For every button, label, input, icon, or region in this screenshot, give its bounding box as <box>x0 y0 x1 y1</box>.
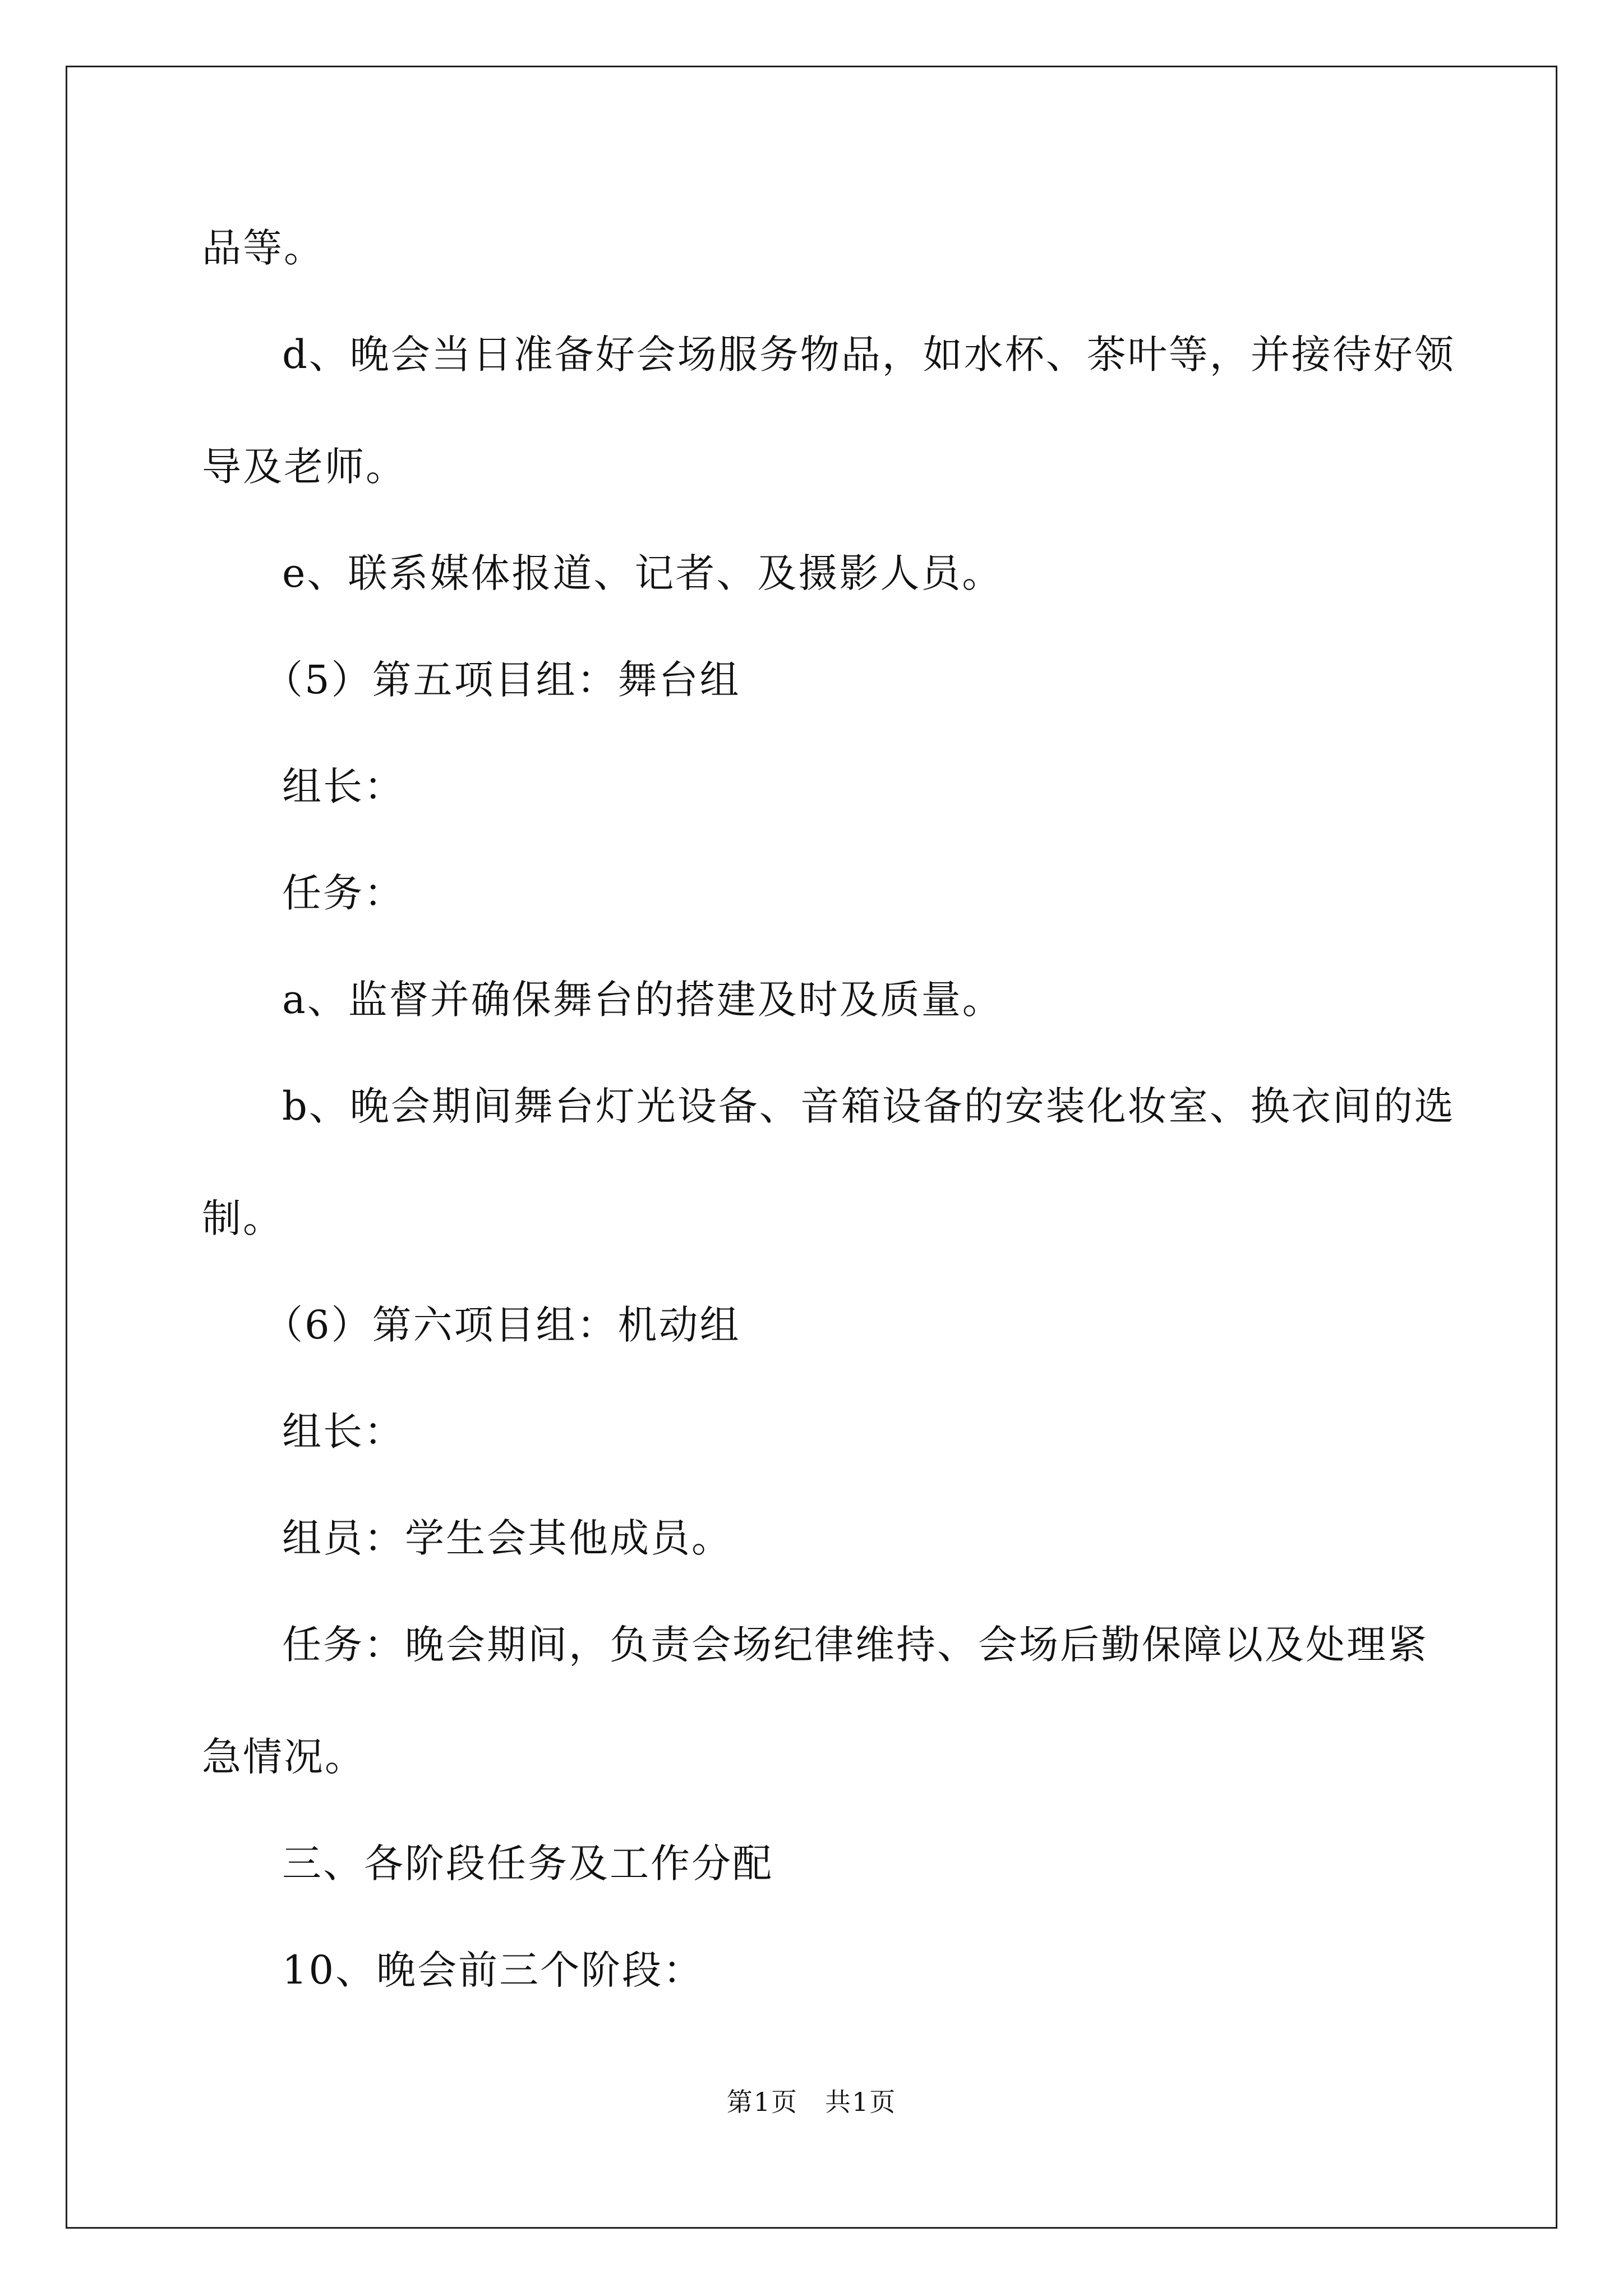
text-line-4: e、联系媒体报道、记者、及摄影人员。 <box>282 550 1003 596</box>
text-line-9: b、晚会期间舞台灯光设备、音箱设备的安装化妆室、换衣间的选 <box>282 1083 1455 1129</box>
section-heading-5: （5）第五项目组：舞台组 <box>264 657 741 703</box>
text-line-10: 制。 <box>202 1195 284 1241</box>
text-line-12: 组长： <box>282 1409 405 1455</box>
text-line-1: 品等。 <box>202 225 325 271</box>
text-line-2: d、晚会当日准备好会场服务物品，如水杯、茶叶等，并接待好领 <box>282 332 1455 378</box>
text-line-14: 任务：晚会期间，负责会场纪律维持、会场后勤保障以及处理紧 <box>282 1622 1428 1668</box>
text-line-7: 任务： <box>282 870 405 916</box>
text-line-15: 急情况。 <box>202 1734 366 1780</box>
text-line-3: 导及老师。 <box>202 444 407 490</box>
page-footer: 第1页 共1页 <box>726 2087 897 2117</box>
page-border <box>66 66 1557 2229</box>
section-heading-3: 三、各阶段任务及工作分配 <box>282 1841 773 1887</box>
text-line-17: 10、晚会前三个阶段： <box>282 1947 704 1993</box>
text-line-6: 组长： <box>282 763 405 809</box>
text-line-13: 组员：学生会其他成员。 <box>282 1515 732 1561</box>
text-line-8: a、监督并确保舞台的搭建及时及质量。 <box>282 977 1003 1023</box>
section-heading-6: （6）第六项目组：机动组 <box>264 1302 741 1348</box>
